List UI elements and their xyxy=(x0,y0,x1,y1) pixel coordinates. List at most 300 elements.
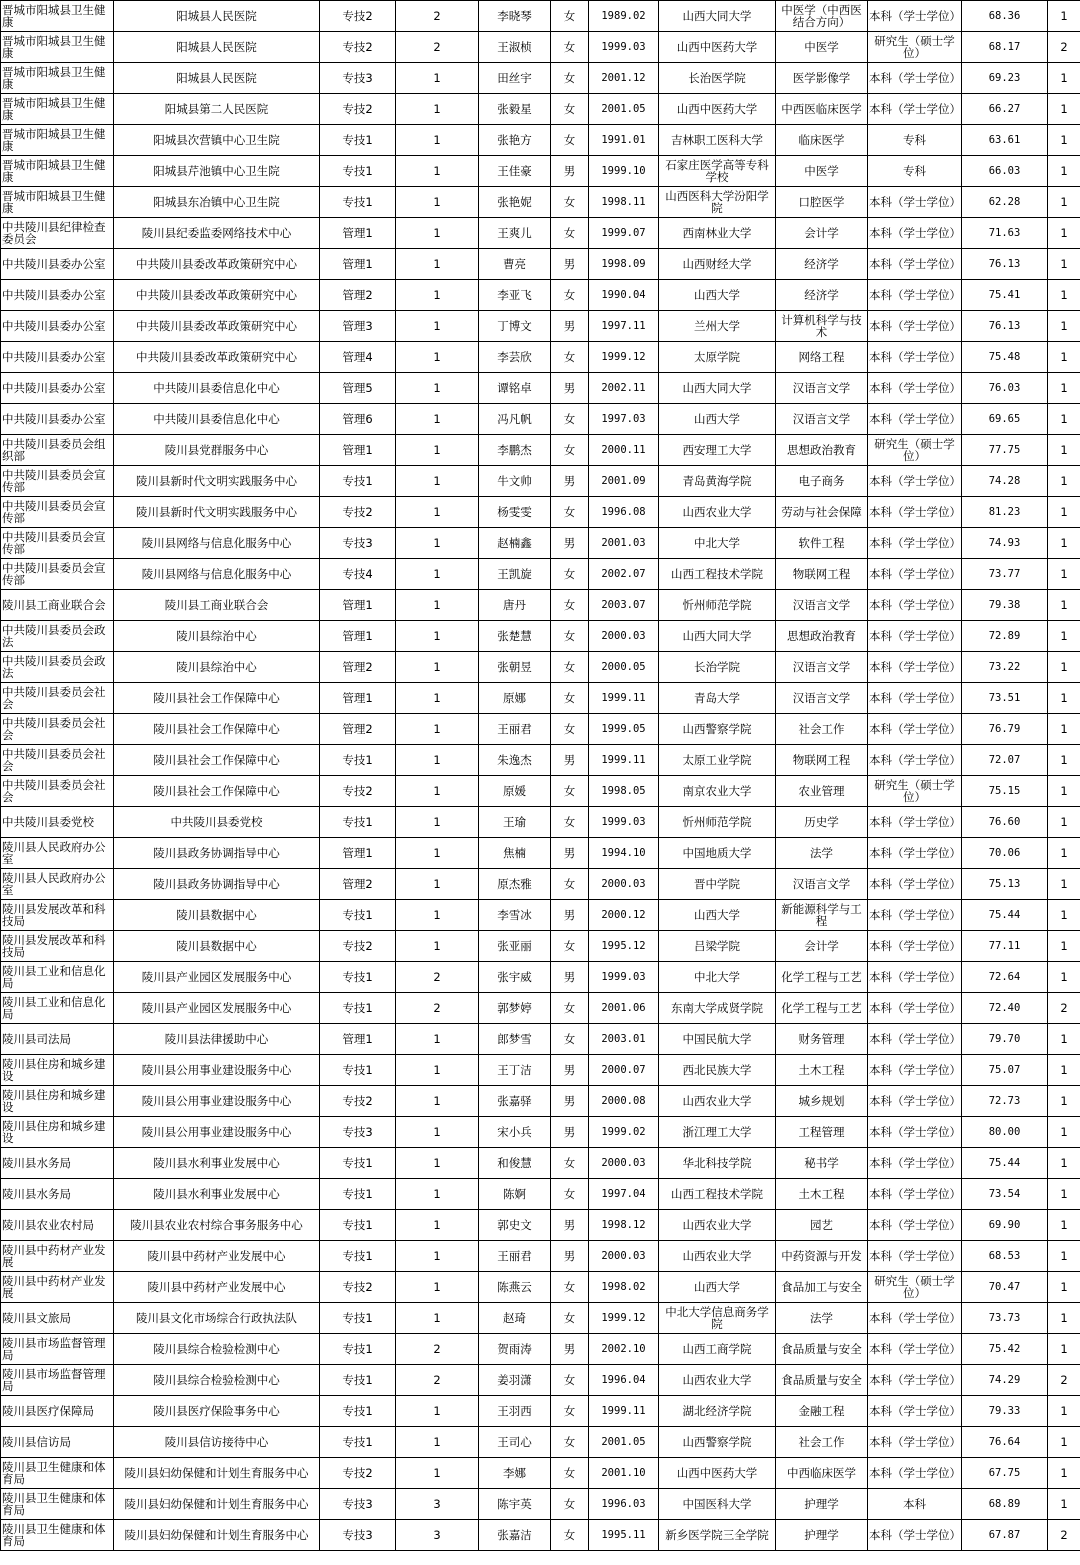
cell-degree: 本科（学士学位） xyxy=(868,1365,962,1396)
cell-birth: 1999.02 xyxy=(589,1117,659,1148)
cell-name: 冯凡帆 xyxy=(479,404,551,435)
cell-rank: 1 xyxy=(1048,776,1080,807)
cell-gender: 女 xyxy=(551,714,589,745)
cell-gender: 女 xyxy=(551,1489,589,1520)
table-row xyxy=(1,590,1080,621)
cell-unit: 陵川县新时代文明实践服务中心 xyxy=(114,497,320,528)
cell-department: 晋城市阳城县卫生健康 xyxy=(1,1,114,32)
cell-name: 杨雯雯 xyxy=(479,497,551,528)
cell-degree: 本科 xyxy=(868,1489,962,1520)
cell-degree: 本科（学士学位） xyxy=(868,466,962,497)
cell-birth: 2001.06 xyxy=(589,993,659,1024)
cell-school: 山西财经大学 xyxy=(659,249,776,280)
cell-name: 王淑桢 xyxy=(479,32,551,63)
cell-department: 中共陵川县委办公室 xyxy=(1,280,114,311)
cell-score: 69.65 xyxy=(962,404,1048,435)
cell-school: 石家庄医学高等专科学校 xyxy=(659,156,776,187)
cell-name: 王凯旋 xyxy=(479,559,551,590)
cell-name: 李亚飞 xyxy=(479,280,551,311)
cell-gender: 男 xyxy=(551,838,589,869)
cell-unit: 陵川县公用事业建设服务中心 xyxy=(114,1055,320,1086)
cell-unit: 陵川县政务协调指导中心 xyxy=(114,838,320,869)
cell-gender: 男 xyxy=(551,1210,589,1241)
cell-gender: 女 xyxy=(551,1272,589,1303)
cell-birth: 1996.03 xyxy=(589,1489,659,1520)
cell-birth: 2001.05 xyxy=(589,1427,659,1458)
cell-major: 食品加工与安全 xyxy=(776,1272,868,1303)
table-row xyxy=(1,342,1080,373)
cell-name: 原媛 xyxy=(479,776,551,807)
cell-school: 山西农业大学 xyxy=(659,1086,776,1117)
cell-birth: 2002.11 xyxy=(589,373,659,404)
cell-school: 山西中医药大学 xyxy=(659,94,776,125)
cell-quota: 1 xyxy=(396,466,479,497)
cell-unit: 阳城县人民医院 xyxy=(114,32,320,63)
cell-score: 72.89 xyxy=(962,621,1048,652)
cell-unit: 中共陵川县委信息化中心 xyxy=(114,373,320,404)
cell-rank: 1 xyxy=(1048,1396,1080,1427)
cell-major: 社会工作 xyxy=(776,1427,868,1458)
cell-quota: 1 xyxy=(396,63,479,94)
cell-name: 张宇威 xyxy=(479,962,551,993)
cell-major: 物联网工程 xyxy=(776,559,868,590)
cell-name: 郎梦雪 xyxy=(479,1024,551,1055)
cell-score: 73.54 xyxy=(962,1179,1048,1210)
cell-score: 73.77 xyxy=(962,559,1048,590)
cell-quota: 1 xyxy=(396,1055,479,1086)
cell-major: 秘书学 xyxy=(776,1148,868,1179)
cell-gender: 女 xyxy=(551,807,589,838)
cell-department: 陵川县工商业联合会 xyxy=(1,590,114,621)
cell-rank: 1 xyxy=(1048,1117,1080,1148)
cell-degree: 本科（学士学位） xyxy=(868,1334,962,1365)
cell-position: 专技2 xyxy=(320,1458,396,1489)
cell-name: 张艳妮 xyxy=(479,187,551,218)
cell-degree: 本科（学士学位） xyxy=(868,1,962,32)
cell-gender: 女 xyxy=(551,621,589,652)
cell-position: 管理1 xyxy=(320,590,396,621)
cell-quota: 1 xyxy=(396,94,479,125)
cell-major: 汉语言文学 xyxy=(776,869,868,900)
cell-degree: 本科（学士学位） xyxy=(868,1148,962,1179)
cell-birth: 1999.12 xyxy=(589,1303,659,1334)
cell-department: 晋城市阳城县卫生健康 xyxy=(1,187,114,218)
cell-score: 76.64 xyxy=(962,1427,1048,1458)
cell-major: 中医学 xyxy=(776,156,868,187)
cell-school: 浙江理工大学 xyxy=(659,1117,776,1148)
cell-rank: 1 xyxy=(1048,900,1080,931)
cell-degree: 本科（学士学位） xyxy=(868,497,962,528)
cell-school: 山西工程技术学院 xyxy=(659,1179,776,1210)
cell-quota: 1 xyxy=(396,1396,479,1427)
cell-school: 兰州大学 xyxy=(659,311,776,342)
cell-position: 专技1 xyxy=(320,1334,396,1365)
cell-gender: 女 xyxy=(551,1365,589,1396)
cell-quota: 2 xyxy=(396,993,479,1024)
cell-department: 陵川县人民政府办公室 xyxy=(1,838,114,869)
cell-position: 专技2 xyxy=(320,931,396,962)
cell-major: 会计学 xyxy=(776,931,868,962)
cell-score: 74.28 xyxy=(962,466,1048,497)
cell-school: 华北科技学院 xyxy=(659,1148,776,1179)
cell-position: 专技1 xyxy=(320,1241,396,1272)
cell-unit: 阳城县东冶镇中心卫生院 xyxy=(114,187,320,218)
cell-gender: 女 xyxy=(551,1024,589,1055)
cell-major: 农业管理 xyxy=(776,776,868,807)
table-row xyxy=(1,776,1080,807)
table-row xyxy=(1,1055,1080,1086)
cell-major: 劳动与社会保障 xyxy=(776,497,868,528)
cell-position: 管理2 xyxy=(320,280,396,311)
cell-unit: 陵川县综治中心 xyxy=(114,621,320,652)
table-row xyxy=(1,900,1080,931)
cell-rank: 1 xyxy=(1048,807,1080,838)
cell-degree: 本科（学士学位） xyxy=(868,683,962,714)
cell-degree: 本科（学士学位） xyxy=(868,745,962,776)
table-row xyxy=(1,807,1080,838)
cell-birth: 1999.03 xyxy=(589,962,659,993)
cell-department: 陵川县工业和信息化局 xyxy=(1,993,114,1024)
cell-gender: 女 xyxy=(551,218,589,249)
cell-school: 山西工程技术学院 xyxy=(659,559,776,590)
cell-major: 社会工作 xyxy=(776,714,868,745)
cell-unit: 陵川县产业园区发展服务中心 xyxy=(114,993,320,1024)
cell-name: 原杰雅 xyxy=(479,869,551,900)
cell-department: 陵川县市场监督管理局 xyxy=(1,1334,114,1365)
table-row xyxy=(1,931,1080,962)
cell-score: 79.38 xyxy=(962,590,1048,621)
table-row xyxy=(1,683,1080,714)
cell-quota: 2 xyxy=(396,1334,479,1365)
cell-gender: 男 xyxy=(551,745,589,776)
cell-unit: 陵川县政务协调指导中心 xyxy=(114,869,320,900)
cell-gender: 女 xyxy=(551,404,589,435)
table-row xyxy=(1,1396,1080,1427)
cell-position: 专技1 xyxy=(320,1148,396,1179)
cell-major: 护理学 xyxy=(776,1489,868,1520)
table-row xyxy=(1,559,1080,590)
table-row xyxy=(1,280,1080,311)
cell-score: 73.22 xyxy=(962,652,1048,683)
cell-birth: 1999.05 xyxy=(589,714,659,745)
cell-quota: 1 xyxy=(396,838,479,869)
cell-birth: 2000.11 xyxy=(589,435,659,466)
cell-major: 软件工程 xyxy=(776,528,868,559)
cell-gender: 男 xyxy=(551,962,589,993)
cell-birth: 2001.09 xyxy=(589,466,659,497)
cell-quota: 1 xyxy=(396,745,479,776)
cell-name: 唐丹 xyxy=(479,590,551,621)
cell-birth: 2003.01 xyxy=(589,1024,659,1055)
cell-rank: 1 xyxy=(1048,94,1080,125)
table-row xyxy=(1,497,1080,528)
table-row xyxy=(1,125,1080,156)
cell-position: 专技1 xyxy=(320,125,396,156)
cell-degree: 专科 xyxy=(868,156,962,187)
cell-score: 70.47 xyxy=(962,1272,1048,1303)
cell-gender: 女 xyxy=(551,497,589,528)
cell-position: 专技2 xyxy=(320,32,396,63)
cell-birth: 1991.01 xyxy=(589,125,659,156)
cell-rank: 2 xyxy=(1048,1365,1080,1396)
cell-unit: 中共陵川县委党校 xyxy=(114,807,320,838)
cell-degree: 研究生（硕士学位） xyxy=(868,776,962,807)
cell-position: 专技2 xyxy=(320,94,396,125)
cell-gender: 男 xyxy=(551,311,589,342)
table-row xyxy=(1,249,1080,280)
cell-birth: 1999.03 xyxy=(589,807,659,838)
cell-department: 陵川县人民政府办公室 xyxy=(1,869,114,900)
cell-name: 王爽儿 xyxy=(479,218,551,249)
cell-birth: 1989.02 xyxy=(589,1,659,32)
cell-position: 专技1 xyxy=(320,993,396,1024)
cell-degree: 专科 xyxy=(868,125,962,156)
cell-rank: 1 xyxy=(1048,683,1080,714)
cell-name: 和俊慧 xyxy=(479,1148,551,1179)
cell-rank: 1 xyxy=(1048,280,1080,311)
cell-department: 中共陵川县委办公室 xyxy=(1,249,114,280)
cell-position: 专技1 xyxy=(320,1427,396,1458)
cell-major: 医学影像学 xyxy=(776,63,868,94)
cell-rank: 1 xyxy=(1048,931,1080,962)
cell-degree: 本科（学士学位） xyxy=(868,404,962,435)
table-row xyxy=(1,1117,1080,1148)
table-row xyxy=(1,1179,1080,1210)
cell-rank: 1 xyxy=(1048,1458,1080,1489)
cell-score: 75.15 xyxy=(962,776,1048,807)
cell-department: 陵川县住房和城乡建设 xyxy=(1,1086,114,1117)
cell-rank: 1 xyxy=(1048,652,1080,683)
cell-quota: 1 xyxy=(396,621,479,652)
cell-score: 80.00 xyxy=(962,1117,1048,1148)
cell-department: 陵川县中药材产业发展 xyxy=(1,1272,114,1303)
cell-degree: 本科（学士学位） xyxy=(868,962,962,993)
table-row xyxy=(1,962,1080,993)
cell-major: 中药资源与开发 xyxy=(776,1241,868,1272)
table-row xyxy=(1,714,1080,745)
cell-name: 郭梦婷 xyxy=(479,993,551,1024)
cell-score: 77.75 xyxy=(962,435,1048,466)
cell-department: 晋城市阳城县卫生健康 xyxy=(1,63,114,94)
cell-birth: 1999.11 xyxy=(589,683,659,714)
cell-quota: 1 xyxy=(396,1086,479,1117)
cell-degree: 本科（学士学位） xyxy=(868,249,962,280)
cell-score: 76.03 xyxy=(962,373,1048,404)
cell-name: 郭史文 xyxy=(479,1210,551,1241)
cell-rank: 1 xyxy=(1048,1148,1080,1179)
cell-position: 专技3 xyxy=(320,1520,396,1551)
cell-gender: 男 xyxy=(551,1117,589,1148)
cell-name: 丁博文 xyxy=(479,311,551,342)
table-row xyxy=(1,311,1080,342)
table-row xyxy=(1,156,1080,187)
cell-score: 77.11 xyxy=(962,931,1048,962)
cell-position: 专技4 xyxy=(320,559,396,590)
cell-rank: 1 xyxy=(1048,187,1080,218)
cell-name: 王丽君 xyxy=(479,1241,551,1272)
cell-major: 法学 xyxy=(776,1303,868,1334)
cell-gender: 女 xyxy=(551,1,589,32)
cell-gender: 女 xyxy=(551,1179,589,1210)
cell-rank: 2 xyxy=(1048,1520,1080,1551)
cell-major: 汉语言文学 xyxy=(776,683,868,714)
cell-score: 75.42 xyxy=(962,1334,1048,1365)
cell-score: 75.07 xyxy=(962,1055,1048,1086)
table-row xyxy=(1,218,1080,249)
cell-degree: 本科（学士学位） xyxy=(868,838,962,869)
cell-major: 金融工程 xyxy=(776,1396,868,1427)
cell-degree: 本科（学士学位） xyxy=(868,311,962,342)
cell-quota: 1 xyxy=(396,807,479,838)
cell-rank: 1 xyxy=(1048,621,1080,652)
cell-department: 中共陵川县委员会宣传部 xyxy=(1,559,114,590)
cell-quota: 1 xyxy=(396,652,479,683)
cell-rank: 1 xyxy=(1048,1210,1080,1241)
cell-department: 中共陵川县委员会社会 xyxy=(1,776,114,807)
cell-school: 中国民航大学 xyxy=(659,1024,776,1055)
cell-degree: 本科（学士学位） xyxy=(868,714,962,745)
cell-gender: 女 xyxy=(551,32,589,63)
cell-degree: 本科（学士学位） xyxy=(868,807,962,838)
cell-gender: 女 xyxy=(551,776,589,807)
cell-quota: 1 xyxy=(396,1024,479,1055)
cell-name: 姜羽潇 xyxy=(479,1365,551,1396)
cell-department: 晋城市阳城县卫生健康 xyxy=(1,156,114,187)
cell-rank: 1 xyxy=(1048,528,1080,559)
cell-school: 长治医学院 xyxy=(659,63,776,94)
cell-birth: 1998.12 xyxy=(589,1210,659,1241)
cell-position: 专技1 xyxy=(320,187,396,218)
cell-position: 专技1 xyxy=(320,1303,396,1334)
cell-position: 管理1 xyxy=(320,1024,396,1055)
cell-position: 专技1 xyxy=(320,1210,396,1241)
cell-gender: 女 xyxy=(551,993,589,1024)
cell-gender: 男 xyxy=(551,249,589,280)
cell-department: 中共陵川县委党校 xyxy=(1,807,114,838)
cell-major: 食品质量与安全 xyxy=(776,1334,868,1365)
cell-birth: 1999.11 xyxy=(589,745,659,776)
cell-birth: 2000.08 xyxy=(589,1086,659,1117)
cell-name: 焦楠 xyxy=(479,838,551,869)
cell-degree: 本科（学士学位） xyxy=(868,94,962,125)
cell-unit: 陵川县法律援助中心 xyxy=(114,1024,320,1055)
cell-position: 管理1 xyxy=(320,838,396,869)
cell-degree: 本科（学士学位） xyxy=(868,1086,962,1117)
cell-rank: 1 xyxy=(1048,1,1080,32)
cell-major: 汉语言文学 xyxy=(776,652,868,683)
cell-degree: 本科（学士学位） xyxy=(868,993,962,1024)
cell-gender: 女 xyxy=(551,342,589,373)
cell-name: 王丁洁 xyxy=(479,1055,551,1086)
cell-department: 中共陵川县委办公室 xyxy=(1,404,114,435)
cell-school: 忻州师范学院 xyxy=(659,590,776,621)
cell-position: 管理1 xyxy=(320,435,396,466)
cell-birth: 1998.11 xyxy=(589,187,659,218)
cell-unit: 陵川县网络与信息化服务中心 xyxy=(114,528,320,559)
cell-department: 晋城市阳城县卫生健康 xyxy=(1,32,114,63)
cell-birth: 2000.03 xyxy=(589,621,659,652)
cell-unit: 陵川县工商业联合会 xyxy=(114,590,320,621)
cell-department: 陵川县水务局 xyxy=(1,1179,114,1210)
cell-birth: 2002.10 xyxy=(589,1334,659,1365)
cell-degree: 本科（学士学位） xyxy=(868,63,962,94)
cell-rank: 1 xyxy=(1048,311,1080,342)
cell-quota: 1 xyxy=(396,280,479,311)
cell-department: 中共陵川县委员会社会 xyxy=(1,714,114,745)
cell-gender: 女 xyxy=(551,1396,589,1427)
cell-birth: 2001.03 xyxy=(589,528,659,559)
cell-department: 中共陵川县委办公室 xyxy=(1,342,114,373)
cell-degree: 本科（学士学位） xyxy=(868,1179,962,1210)
cell-unit: 陵川县妇幼保健和计划生育服务中心 xyxy=(114,1520,320,1551)
cell-unit: 陵川县社会工作保障中心 xyxy=(114,683,320,714)
cell-quota: 1 xyxy=(396,311,479,342)
cell-name: 陈燕云 xyxy=(479,1272,551,1303)
cell-degree: 本科（学士学位） xyxy=(868,1427,962,1458)
cell-score: 67.87 xyxy=(962,1520,1048,1551)
cell-gender: 男 xyxy=(551,1055,589,1086)
cell-unit: 阳城县人民医院 xyxy=(114,63,320,94)
cell-unit: 陵川县妇幼保健和计划生育服务中心 xyxy=(114,1489,320,1520)
cell-school: 吉林职工医科大学 xyxy=(659,125,776,156)
cell-score: 76.13 xyxy=(962,249,1048,280)
cell-score: 79.33 xyxy=(962,1396,1048,1427)
cell-birth: 1997.03 xyxy=(589,404,659,435)
cell-rank: 1 xyxy=(1048,590,1080,621)
table-row xyxy=(1,1365,1080,1396)
cell-birth: 2000.03 xyxy=(589,869,659,900)
cell-unit: 陵川县社会工作保障中心 xyxy=(114,714,320,745)
cell-school: 山西工商学院 xyxy=(659,1334,776,1365)
cell-name: 谭铭卓 xyxy=(479,373,551,404)
cell-rank: 1 xyxy=(1048,249,1080,280)
cell-quota: 1 xyxy=(396,869,479,900)
cell-position: 专技3 xyxy=(320,63,396,94)
cell-score: 72.07 xyxy=(962,745,1048,776)
cell-school: 山西农业大学 xyxy=(659,497,776,528)
cell-school: 山西大同大学 xyxy=(659,1,776,32)
cell-quota: 3 xyxy=(396,1489,479,1520)
cell-position: 管理6 xyxy=(320,404,396,435)
table-row xyxy=(1,1148,1080,1179)
cell-rank: 1 xyxy=(1048,1086,1080,1117)
cell-major: 中西临床医学 xyxy=(776,1458,868,1489)
cell-gender: 女 xyxy=(551,94,589,125)
cell-unit: 陵川县数据中心 xyxy=(114,900,320,931)
cell-rank: 1 xyxy=(1048,962,1080,993)
cell-gender: 男 xyxy=(551,1334,589,1365)
cell-department: 陵川县司法局 xyxy=(1,1024,114,1055)
cell-gender: 女 xyxy=(551,125,589,156)
table-row xyxy=(1,1024,1080,1055)
cell-school: 青岛黄海学院 xyxy=(659,466,776,497)
cell-major: 城乡规划 xyxy=(776,1086,868,1117)
cell-gender: 女 xyxy=(551,1458,589,1489)
cell-quota: 1 xyxy=(396,218,479,249)
cell-school: 中北大学 xyxy=(659,962,776,993)
cell-rank: 1 xyxy=(1048,156,1080,187)
cell-name: 张嘉驿 xyxy=(479,1086,551,1117)
table-row xyxy=(1,838,1080,869)
cell-major: 汉语言文学 xyxy=(776,590,868,621)
cell-major: 食品质量与安全 xyxy=(776,1365,868,1396)
cell-position: 专技1 xyxy=(320,745,396,776)
cell-major: 汉语言文学 xyxy=(776,373,868,404)
cell-unit: 中共陵川县委改革政策研究中心 xyxy=(114,342,320,373)
cell-unit: 中共陵川县委改革政策研究中心 xyxy=(114,311,320,342)
cell-quota: 1 xyxy=(396,931,479,962)
cell-gender: 女 xyxy=(551,435,589,466)
